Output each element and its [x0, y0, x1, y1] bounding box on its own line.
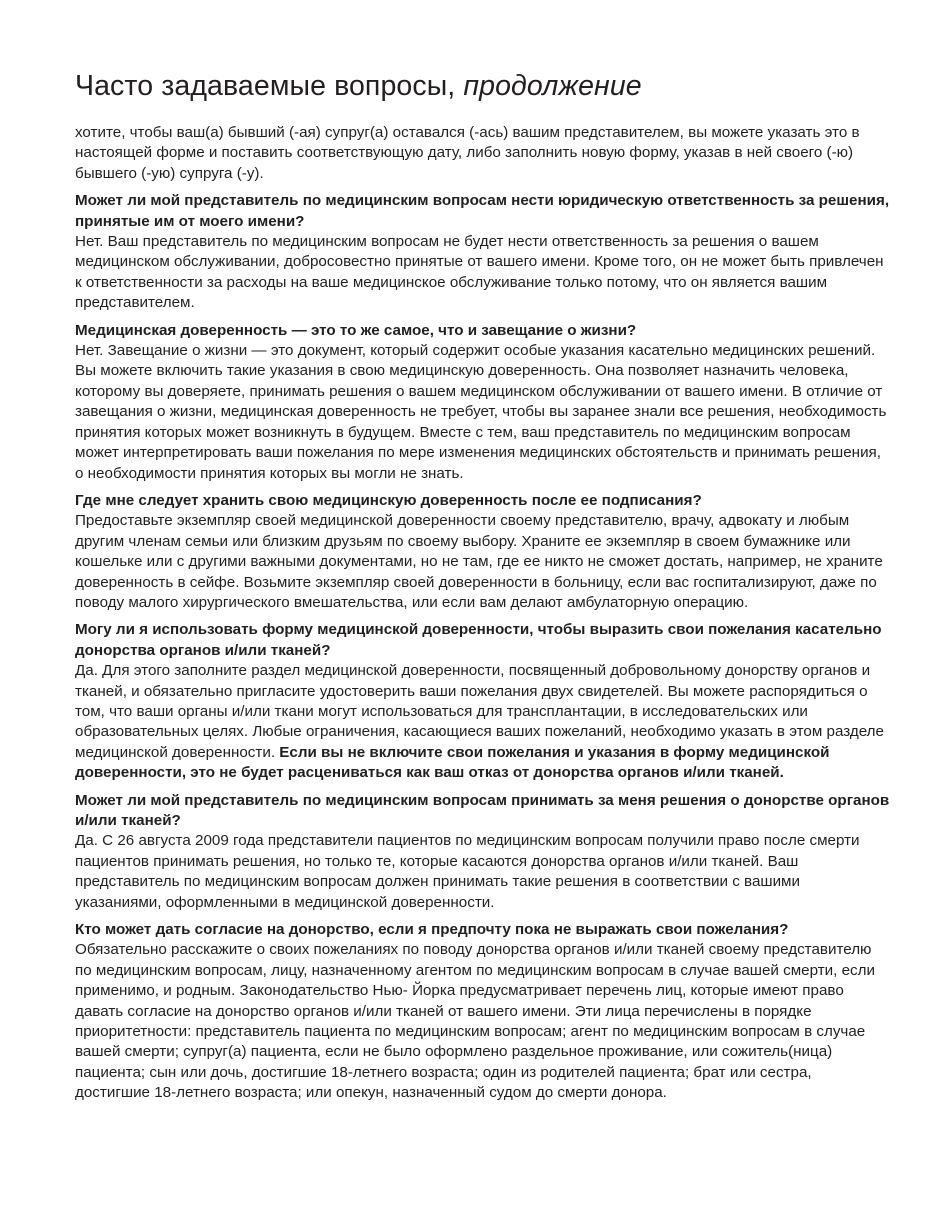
faq-question: Медицинская доверенность — это то же самое, что и завещание о жизни?	[75, 321, 637, 339]
faq-item	[75, 791, 890, 913]
faq-answer-text: Да. Для этого заполните раздел медицинской доверенности, посвященный добровольному донорству органов и тканей, и обязательно пригласите удостоверить ваши пожелания двух свидетелей. Вы можете распорядиться о том, что ваши органы и/или ткани могут использоваться для трансплантации, в исследовательских или образовательных целях. Любые ограничения, касающиеся ваших пожеланий, необходимо указать в этом разделе медицинской доверенности.	[75, 662, 884, 761]
faq-item	[75, 620, 890, 783]
intro-continuation: хотите, чтобы ваш(а) бывший (-ая) супруг(а) оставался (-ась) вашим представителем, вы можете указать это в настоящей форме и поставить соответствующую дату, либо заполнить новую форму, указав в ней своего (-ю) бывшего (-ую) супруга (-у).	[75, 124, 860, 182]
faq-answer-emphasis: Если вы не включите свои пожелания и указания в форму медицинской доверенности, это не будет расцениваться как ваш отказ от донорства органов и/или тканей.	[75, 743, 830, 782]
faq-answer: Да. С 26 августа 2009 года представители пациентов по медицинским вопросам получили право после смерти пациентов принимать решения, но только те, которые касаются донорства органов и/или тканей. Ваш представитель по медицинским вопросам должен принимать такие решения в соответствии с вашими указаниями, оформленными в медицинской доверенности.	[75, 832, 860, 911]
faq-question: Кто может дать согласие на донорство, если я предпочту пока не выражать свои пожелания?	[75, 921, 789, 939]
faq-answer	[75, 661, 890, 783]
faq-item	[75, 191, 890, 313]
faq-answer: Обязательно расскажите о своих пожеланиях по поводу донорства органов и/или тканей своему представителю по медицинским вопросам, лицу, назначенному агентом по медицинским вопросам в случае вашей смерти, если применимо, и родным. Законодательство Нью- Йорка предусматривает перечень лиц, которые имеют право давать согласие на донорство органов и/или тканей от вашего имени. Эти лица перечислены в порядке приоритетности: представитель пациента по медицинским вопросам; агент по медицинским вопросам в случае вашей смерти; супруг(а) пациента, если не было оформлено раздельное проживание, или сожитель(ница) пациента; сын или дочь, достигшие 18-летнего возраста; один из родителей пациента; брат или сестра, достигшие 18-летнего возраста; или опекун, назначенный судом до смерти донора.	[75, 941, 875, 1102]
faq-question: Где мне следует хранить свою медицинскую доверенность после ее подписания?	[75, 491, 702, 509]
faq-item	[75, 920, 890, 1104]
faq-question: Может ли мой представитель по медицинским вопросам принимать за меня решения о донорстве органов и/или тканей?	[75, 791, 890, 829]
faq-answer: Нет. Завещание о жизни — это документ, который содержит особые указания касательно медицинских решений. Вы можете включить такие указания в свою медицинскую доверенность. Она позволяет назначить человека, которому вы доверяете, принимать решения о вашем медицинском обслуживании от вашего имени. В отличие от завещания о жизни, медицинская доверенность не требует, чтобы вы заранее знали все решения, необходимость принятия которых может возникнуть в будущем. Вместе с тем, ваш представитель по медицинским вопросам может интерпретировать ваши пожелания по мере изменения медицинских обстоятельств и принимать решения, о необходимости принятия которых вы могли не знать.	[75, 342, 887, 482]
page-title	[75, 68, 890, 104]
page-title-italic: продолжение	[463, 70, 642, 102]
faq-answer: Предоставьте экземпляр своей медицинской доверенности своему представителю, врачу, адвокату и любым другим членам семьи или близким друзьям по своему выбору. Храните ее экземпляр в своем бумажнике или кошельке или с другими важными документами, но не там, где ее никто не сможет достать, например, не храните доверенность в сейфе. Возьмите экземпляр своей доверенности в больницу, если вас госпитализируют, даже по поводу малого хирургического вмешательства, или если вам делают амбулаторную операцию.	[75, 512, 883, 611]
faq-item	[75, 491, 890, 613]
page-title-main: Часто задаваемые вопросы,	[75, 70, 464, 102]
faq-answer: Нет. Ваш представитель по медицинским вопросам не будет нести ответственность за решения о вашем медицинском обслуживании, добросовестно принятые от вашего имени. Кроме того, он не может быть привлечен к ответственности за расходы на ваше медицинское обслуживание только потому, что он является вашим представителем.	[75, 233, 884, 312]
faq-item	[75, 321, 890, 484]
document-page	[75, 68, 890, 1104]
faq-question: Может ли мой представитель по медицинским вопросам нести юридическую ответственность за решения, принятые им от моего имени?	[75, 192, 890, 230]
faq-question: Могу ли я использовать форму медицинской доверенности, чтобы выразить свои пожелания касательно донорства органов и/или тканей?	[75, 621, 882, 659]
